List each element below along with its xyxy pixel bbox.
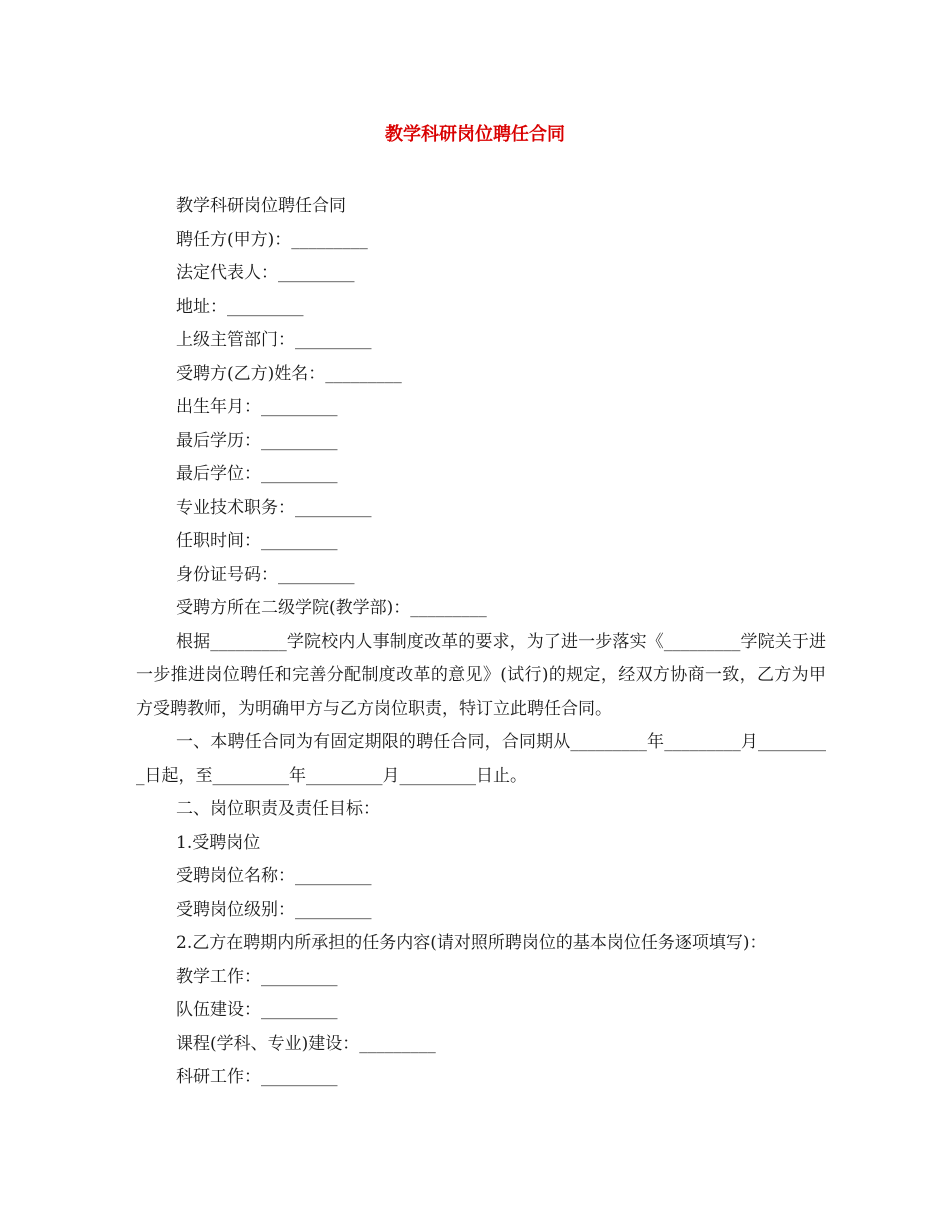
field-birth-date: 出生年月：_________ bbox=[176, 397, 338, 417]
field-team-building: 队伍建设：_________ bbox=[176, 1000, 338, 1020]
field-address: 地址：_________ bbox=[176, 296, 304, 317]
paragraph-basis: 根据_________学院校内人事制度改革的要求，为了进一步落实《_________学院关于进一步推进岗位聘任和完善分配制度改革的意见》(试行)的规定，经双方协商一致，乙方为甲方受聘教师，为明确甲方与乙方岗位职责，特订立此聘任合同。 bbox=[136, 631, 826, 719]
page-title: 教学科研岗位聘任合同 bbox=[385, 124, 565, 145]
document-body bbox=[136, 190, 826, 1095]
field-degree: 最后学位：_________ bbox=[176, 464, 338, 484]
subsection-post: 1.受聘岗位 bbox=[176, 832, 261, 853]
field-post-level: 受聘岗位级别：_________ bbox=[176, 899, 372, 920]
field-course-construction: 课程(学科、专业)建设：_________ bbox=[176, 1033, 436, 1054]
document-heading: 教学科研岗位聘任合同 bbox=[176, 196, 346, 216]
field-tenure-date: 任职时间：_________ bbox=[176, 531, 338, 551]
field-education: 最后学历：_________ bbox=[176, 430, 338, 451]
section-heading-duties: 二、岗位职责及责任目标： bbox=[176, 799, 380, 819]
field-post-name: 受聘岗位名称：_________ bbox=[176, 866, 372, 886]
field-teaching-work: 教学工作：_________ bbox=[176, 966, 338, 987]
field-id-number: 身份证号码：_________ bbox=[176, 564, 355, 585]
field-legal-representative: 法定代表人：_________ bbox=[176, 263, 355, 283]
subsection-tasks: 2.乙方在聘期内所承担的任务内容(请对照所聘岗位的基本岗位任务逐项填写)： bbox=[176, 933, 767, 953]
field-employer: 聘任方(甲方)：_________ bbox=[176, 229, 368, 250]
paragraph-contract-term: 一、本聘任合同为有固定期限的聘任合同，合同期从_________年_________月_________日起，至_________年_________月_________日止。 bbox=[136, 732, 826, 786]
field-research-work: 科研工作：_________ bbox=[176, 1067, 338, 1087]
field-college: 受聘方所在二级学院(教学部)：_________ bbox=[176, 598, 487, 618]
field-employee-name: 受聘方(乙方)姓名：_________ bbox=[176, 363, 402, 384]
field-professional-title: 专业技术职务：_________ bbox=[176, 497, 372, 518]
field-supervising-department: 上级主管部门：_________ bbox=[176, 330, 372, 350]
